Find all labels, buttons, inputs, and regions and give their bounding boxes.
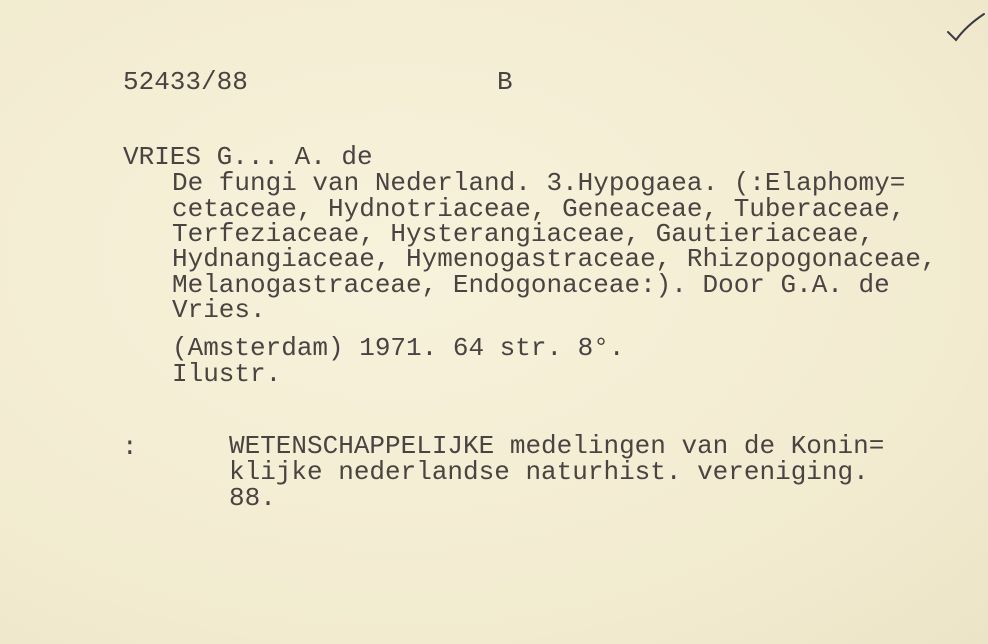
title-line: Vries. bbox=[172, 295, 266, 325]
author: VRIES G... A. de bbox=[123, 142, 373, 172]
series-line: 88. bbox=[229, 483, 276, 513]
imprint-line: (Amsterdam) 1971. 64 str. 8°. bbox=[172, 333, 625, 363]
series-marker: : bbox=[122, 432, 138, 462]
checkmark-icon bbox=[946, 10, 986, 46]
series-line: klijke nederlandse naturhist. vereniging. bbox=[229, 457, 869, 487]
imprint-line: Ilustr. bbox=[172, 359, 282, 389]
title-line: Terfeziaceae, Hysterangiaceae, Gautieriaceae, bbox=[172, 219, 875, 249]
title-line: Hydnangiaceae, Hymenogastraceae, Rhizopogonaceae, bbox=[172, 244, 937, 274]
title-line: De fungi van Nederland. 3.Hypogaea. (:Elaphomy= bbox=[172, 168, 906, 198]
section-letter: B bbox=[497, 67, 513, 97]
series-line: WETENSCHAPPELIJKE medelingen van de Konin= bbox=[229, 431, 885, 461]
title-line: Melanogastraceae, Endogonaceae:). Door G.A. de bbox=[172, 270, 890, 300]
title-line: cetaceae, Hydnotriaceae, Geneaceae, Tuberaceae, bbox=[172, 194, 906, 224]
call-number: 52433/88 bbox=[123, 67, 248, 97]
